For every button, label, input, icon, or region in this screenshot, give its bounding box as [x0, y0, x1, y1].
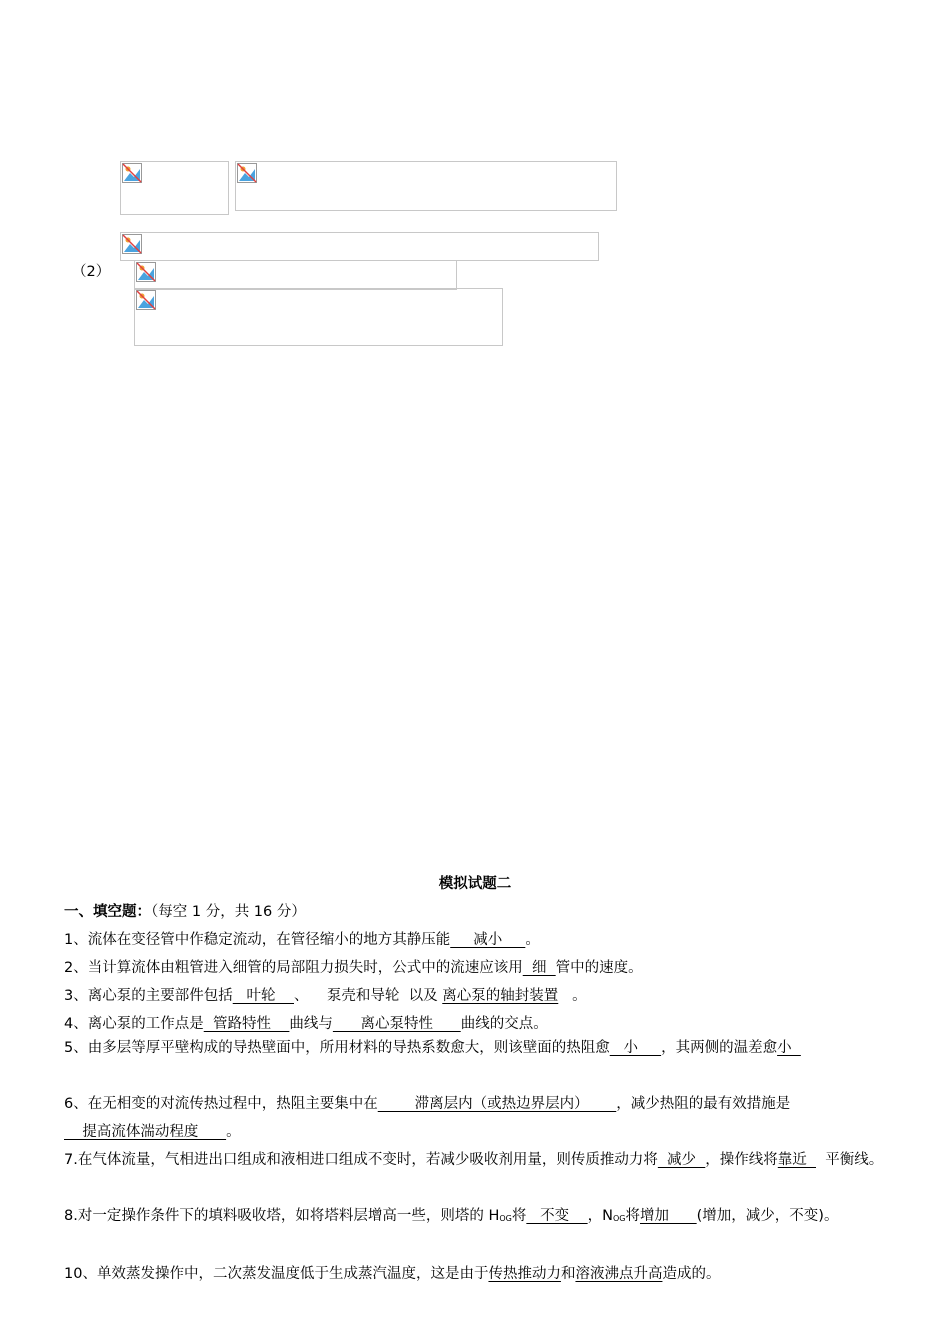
q3-text: 3、离心泵的主要部件包括	[64, 988, 233, 1004]
question-4	[64, 1012, 548, 1033]
q8-sub-hog: OG	[499, 1214, 512, 1223]
q5-answer-1: 小	[609, 1040, 662, 1056]
q7-text: 7.在气体流量，气相进出口组成和液相进口组成不变时，若减少吸收剂用量，则传质推动力将	[64, 1152, 658, 1168]
q8-answer-1: 不变	[526, 1208, 588, 1224]
q10-end: 造成的。	[662, 1266, 721, 1282]
q1-answer: 减小	[450, 932, 526, 948]
q2-answer: 细	[522, 960, 556, 976]
section-heading	[64, 900, 306, 921]
q10-answer-1: 传热推动力	[488, 1266, 561, 1282]
q3-answer-2: 离心泵的轴封装置	[442, 988, 559, 1004]
question-5	[64, 1034, 886, 1062]
q10-answer-2: 溶液沸点升高	[575, 1266, 663, 1282]
image-placeholder-5	[134, 288, 503, 346]
q4-text: 4、离心泵的工作点是	[64, 1016, 204, 1032]
q2-end: 管中的速度。	[555, 960, 643, 976]
q7-answer-1: 减少	[657, 1152, 706, 1168]
q7-end: 平衡线。	[816, 1152, 884, 1168]
question-7	[64, 1146, 886, 1174]
q8-mid-1: 将	[511, 1208, 527, 1224]
q4-answer-1: 管路特性	[203, 1016, 290, 1032]
q1-text: 1、流体在变径管中作稳定流动，在管径缩小的地方其静压能	[64, 932, 451, 948]
q5-text: 5、由多层等厚平壁构成的导热壁面中，所用材料的导热系数愈大，则该壁面的热阻愈	[64, 1040, 610, 1056]
question-2	[64, 956, 643, 977]
image-placeholder-1	[120, 161, 229, 215]
q6-answer-1: 滞离层内（或热边界层内）	[377, 1096, 617, 1112]
q5-mid: ，其两侧的温差愈	[661, 1040, 778, 1056]
q4-answer-2: 离心泵特性	[332, 1016, 461, 1032]
q6-mid: ，减少热阻的最有效措施是	[616, 1096, 791, 1112]
broken-image-icon	[237, 163, 257, 183]
section-heading-label: 一、填空题：	[64, 904, 151, 920]
q7-mid: ，操作线将	[705, 1152, 778, 1168]
q8-mid-2: ，N	[587, 1208, 613, 1224]
q4-mid: 曲线与	[289, 1016, 333, 1032]
q6-text: 6、在无相变的对流传热过程中，热阻主要集中在	[64, 1096, 378, 1112]
question-10	[64, 1262, 720, 1283]
q8-mid-3: 将	[625, 1208, 640, 1224]
broken-image-icon	[136, 290, 156, 310]
q5-answer-2: 小	[777, 1040, 801, 1056]
q8-answer-2: 增加	[639, 1208, 697, 1224]
q6-end: 。	[226, 1124, 241, 1140]
q8-text: 8.对一定操作条件下的填料吸收塔，如将塔料层增高一些，则塔的 H	[64, 1208, 500, 1224]
image-placeholder-4	[134, 260, 457, 290]
q2-text: 2、当计算流体由粗管进入细管的局部阻力损失时，公式中的流速应该用	[64, 960, 523, 976]
question-3	[64, 984, 587, 1005]
q4-end: 曲线的交点。	[460, 1016, 548, 1032]
q7-answer-2: 靠近	[777, 1152, 816, 1168]
question-6	[64, 1090, 886, 1146]
image-placeholder-3	[120, 232, 599, 261]
q10-mid: 和	[560, 1266, 576, 1282]
section-note: （每空 1 分，共 16 分）	[151, 904, 306, 920]
q6-answer-2: 提高流体湍动程度	[64, 1124, 227, 1140]
q8-sub-nog: OG	[612, 1214, 626, 1223]
q3-answer-1: 叶轮	[232, 988, 294, 1004]
broken-image-icon	[122, 234, 142, 254]
image-placeholder-2	[235, 161, 617, 211]
q1-end: 。	[525, 932, 540, 948]
q3-mid: 、 泵壳和导轮 以及	[294, 988, 443, 1004]
q8-end: (增加，减少，不变)。	[696, 1208, 839, 1224]
question-1	[64, 928, 540, 949]
broken-image-icon	[136, 262, 156, 282]
exam-title: 模拟试题二	[438, 876, 512, 892]
broken-image-icon	[122, 163, 142, 183]
q10-text: 10、单效蒸发操作中，二次蒸发温度低于生成蒸汽温度，这是由于	[64, 1266, 489, 1282]
part-label: （2）	[72, 264, 111, 280]
q3-end: 。	[558, 988, 587, 1004]
question-8	[64, 1202, 886, 1233]
